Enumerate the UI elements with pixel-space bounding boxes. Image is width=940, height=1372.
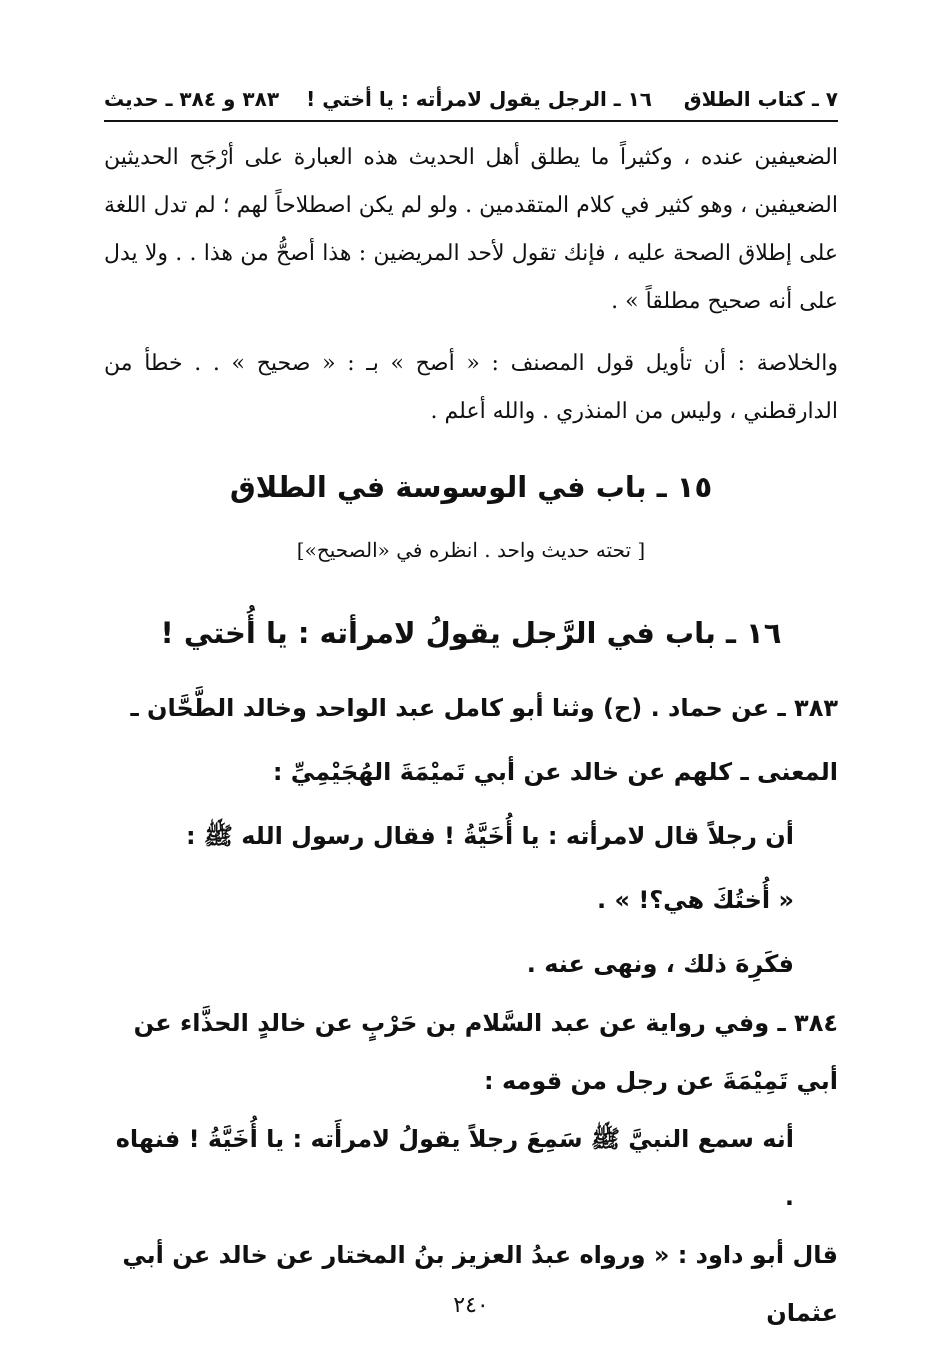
hadith-383-quote: « أُختُكَ هي؟! » . <box>596 886 794 914</box>
commentary-paragraph-2: والخلاصة : أن تأويل قول المصنف : « أصح » بـ : « صحيح » . . خطأ من الدارقطني ، وليس من المنذري . والله أعلم . <box>104 351 838 424</box>
hadith-383-matn: أن رجلاً قال لامرأته : يا أُخَيَّةُ ! فقال رسول الله ﷺ : <box>185 822 794 850</box>
header-book-title: ٧ ـ كتاب الطلاق <box>683 87 838 111</box>
section-15-note: [ تحته حديث واحد . انظره في «الصحيح»] <box>296 538 646 562</box>
hadith-383-ending: فكَرِهَ ذلك ، ونهى عنه . <box>526 950 794 978</box>
header-hadith-range: ٣٨٣ و ٣٨٤ ـ حديث <box>104 87 280 111</box>
header-rule <box>104 120 838 122</box>
running-header <box>104 82 838 116</box>
section-15-title: ١٥ ـ باب في الوسوسة في الطلاق <box>229 470 713 504</box>
page-number: ٢٤٠ <box>453 1293 489 1318</box>
header-chapter-title: ١٦ ـ الرجل يقول لامرأته : يا أختي ! <box>306 87 652 111</box>
section-16-title: ١٦ ـ باب في الرَّجل يقولُ لامرأته : يا أُختي ! <box>160 616 782 650</box>
hadith-384-matn: أنه سمع النبيَّ ﷺ سَمِعَ رجلاً يقولُ لامرأَته : يا أُخَيَّةُ ! فنهاه . <box>115 1125 794 1211</box>
hadith-384-abu-dawud: قال أبو داود : « ورواه عبدُ العزيز بنُ المختار عن خالد عن أبي عثمان <box>122 1241 838 1327</box>
hadith-383 <box>104 676 838 996</box>
hadith-383-isnad: ٣٨٣ ـ عن حماد . (ح) وثنا أبو كامل عبد الواحد وخالد الطَّحَّان ـ المعنى ـ كلهم عن خالد عن أبي تَميْمَةَ الهُجَيْمِيِّ : <box>130 694 838 786</box>
hadith-384-isnad: ٣٨٤ ـ وفي رواية عن عبد السَّلام بن حَرْبٍ عن خالدٍ الحذَّاء عن أبي تَمِيْمَةَ عن رجل من قومه : <box>133 1009 838 1095</box>
commentary-paragraph-1: الضعيفين عنده ، وكثيراً ما يطلق أهل الحديث هذه العبارة على أرْجَح الحديثين الضعيفين ، وهو كثير في كلام المتقدمين . ولو لم يكن اصطلاحاً لهم ؛ لم تدل اللغة على إطلاق الصحة عليه ، فإنك تقول لأحد المريضين : هذا أصحُّ من هذا . . ولا يدل على أنه صحيح مطلقاً » . <box>104 145 838 314</box>
